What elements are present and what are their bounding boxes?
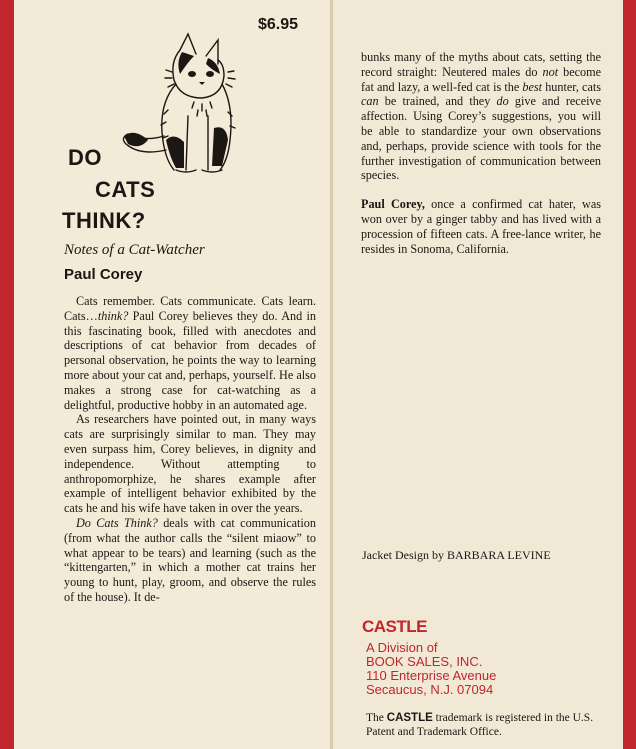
paragraph: As researchers have pointed out, in many ways cats are surprisingly similar to man. They may even surpass him, Corey believes, in dignity and independence. Without attempting to anthropomorphize, he shares example after example of intelligent behavior exhibited by the cats he and his wife have taken in over the years. (64, 412, 316, 516)
title-line-cats: CATS (95, 177, 156, 202)
text-run: hunter, cats (542, 79, 601, 94)
emphasis: can (361, 94, 379, 109)
emphasis: do (496, 94, 509, 109)
title-line-think: THINK? (62, 208, 146, 233)
bio-author-name: Paul Corey, (361, 197, 425, 212)
publisher-line: BOOK SALES, INC. (366, 654, 483, 669)
publisher-address (366, 641, 496, 697)
text-run: give and receive affection. Using Corey’s suggestions, you will be able to standardize your own observations and, perhaps, provide science with tools for the further investigation of communication between species. (361, 94, 601, 183)
paragraph (361, 50, 601, 183)
text-run: trademark is registered in the U.S. Patent and Trademark Office. (366, 712, 594, 738)
emphasis: think? (97, 308, 129, 323)
paragraph (64, 516, 316, 605)
sitting-cat-icon (110, 32, 250, 182)
subtitle: Notes of a Cat-Watcher (64, 242, 205, 258)
jacket-design-credit: Jacket Design by BARBARA LEVINE (362, 548, 551, 562)
back-flap-copy (361, 50, 601, 270)
book-title-emphasis: Do Cats Think? (76, 515, 158, 530)
text-run: deals with cat communication (from what the author calls the “silent miaow” to what appear to be tears) and learning (such as the “kittengarten,” in which a mother cat trains her young to hunt, play, groom, and observe the rules of the house). It de- (64, 515, 316, 604)
text-run: Paul Corey believes they do. And in this fascinating book, filled with anecdotes and descriptions of cat behavior from decades of personal observation, he points the way to learning more about your cat and, perhaps, yourself. He also makes a strong case for cat-watching as a delightful, productive hobby in an automated age. (64, 308, 316, 412)
text-run: Cats remember. Cats communicate. Cats learn. Cats… (64, 294, 316, 323)
text-run: The (366, 712, 387, 724)
author-name: Paul Corey (64, 266, 143, 283)
publisher-line: A Division of (366, 640, 438, 655)
front-flap-copy (64, 294, 316, 605)
trademark-logo: CASTLE (386, 712, 433, 724)
title-line-do: DO (68, 145, 102, 170)
publisher-logo: CASTLE (362, 617, 427, 636)
emphasis: not (542, 64, 559, 79)
publisher-line: Secaucus, N.J. 07094 (366, 682, 494, 697)
trademark-notice (366, 712, 614, 739)
text-run: once a confirmed cat hater, was won over by a ginger tabby and has lived with a procession of fifteen cats. A free-lance writer, he resides in Sonoma, California. (361, 197, 601, 256)
text-run: become fat and lazy, a well-fed cat is the (361, 64, 602, 94)
text-run: bunks many of the myths about cats, setting the record straight: Neutered males do (361, 50, 601, 79)
author-bio (361, 197, 601, 256)
emphasis: best (522, 79, 543, 94)
text-run: be trained, and they (378, 94, 497, 109)
price-label: $6.95 (258, 16, 299, 33)
paragraph (64, 294, 316, 412)
publisher-line: 110 Enterprise Avenue (366, 668, 497, 683)
